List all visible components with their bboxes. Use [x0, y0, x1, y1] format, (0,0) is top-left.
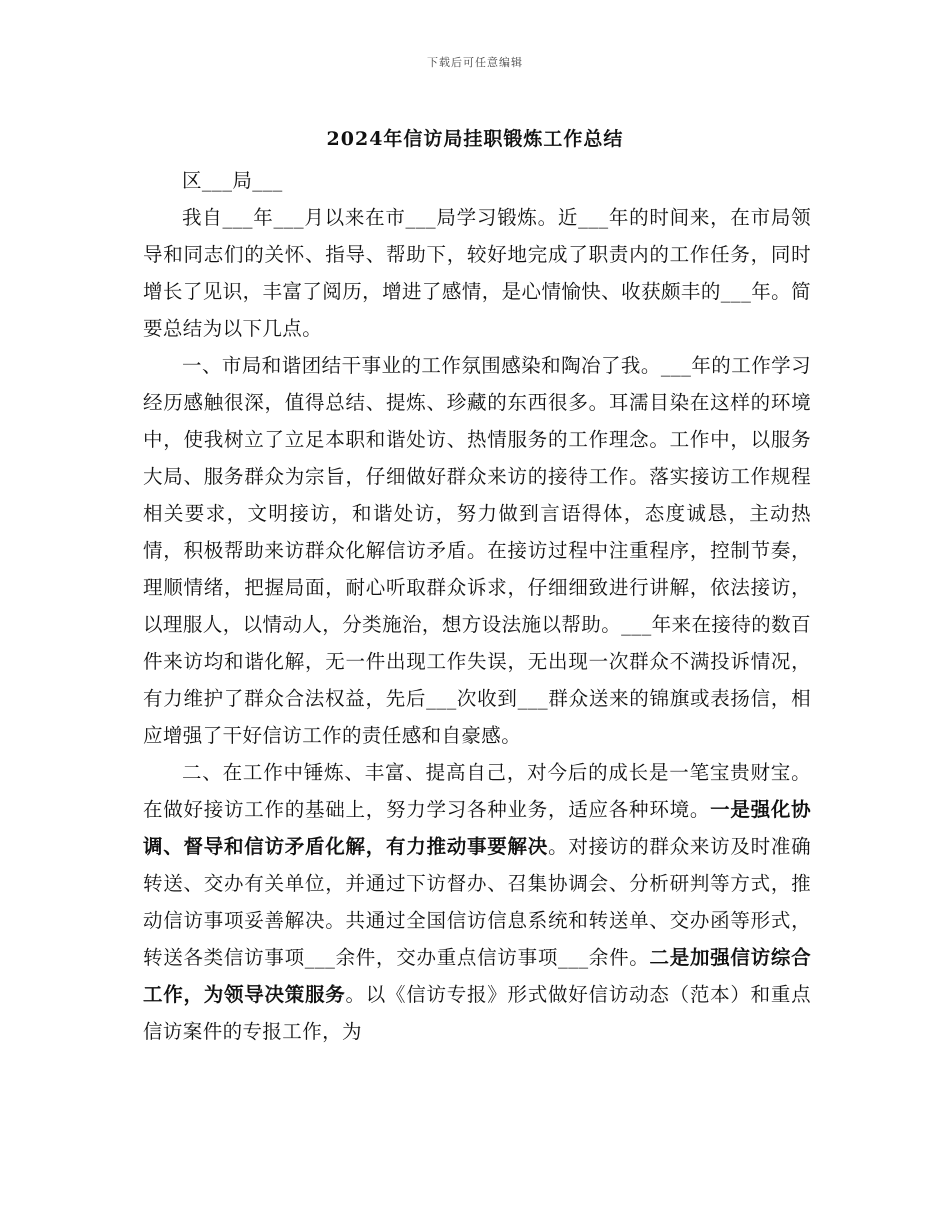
- paragraph-3: [143, 754, 811, 1050]
- paragraph-3-intro: 二、在工作中锤炼、丰富、提高自己，对今后的成长是一笔宝贵财宝。在做好接访工作的基础上，努力学习各种业务，适应各种环境。: [143, 761, 811, 821]
- paragraph-3-bold-point-2: 二是加强信访综合工作，为领导决策服务: [143, 946, 811, 1006]
- paragraph-3-text-2: 。以《信访专报》形式做好信访动态（范本）和重点信访案件的专报工作，为: [143, 983, 811, 1043]
- paragraph-3-bold-point-1: 一是强化协调、督导和信访矛盾化解，有力推动事要解决: [143, 798, 811, 858]
- paragraph-3-text-1: 。对接访的群众来访及时准确转送、交办有关单位，并通过下访督办、召集协调会、分析研判等方式，推动信访事项妥善解决。共通过全国信访信息系统和转送单、交办函等形式，转送各类信访事项___余件，交办重点信访事项___余件。: [143, 835, 811, 969]
- paragraph-2: 一、市局和谐团结干事业的工作氛围感染和陶冶了我。___年的工作学习经历感触很深，值得总结、提炼、珍藏的东西很多。耳濡目染在这样的环境中，使我树立了立足本职和谐处访、热情服务的工作理念。工作中，以服务大局、服务群众为宗旨，仔细做好群众来访的接待工作。落实接访工作规程相关要求，文明接访，和谐处访，努力做到言语得体，态度诚恳，主动热情，积极帮助来访群众化解信访矛盾。在接访过程中注重程序，控制节奏，理顺情绪，把握局面，耐心听取群众诉求，仔细细致进行讲解，依法接访，以理服人，以情动人，分类施治，想方设法施以帮助。___年来在接待的数百件来访均和谐化解，无一件出现工作失误，无出现一次群众不满投诉情况，有力维护了群众合法权益，先后___次收到___群众送来的锦旗或表扬信，相应增强了干好信访工作的责任感和自豪感。: [143, 354, 811, 747]
- document-body: [143, 162, 811, 1050]
- paragraph-1: 我自___年___月以来在市___局学习锻炼。近___年的时间来，在市局领导和同志们的关怀、指导、帮助下，较好地完成了职责内的工作任务，同时增长了见识，丰富了阅历，增进了感情，是心情愉快、收获颇丰的___年。简要总结为以下几点。: [143, 206, 811, 340]
- address-line: 区___局___: [182, 169, 283, 192]
- header-note: 下载后可任意编辑: [427, 56, 523, 69]
- document-title: 2024年信访局挂职锻炼工作总结: [326, 128, 624, 150]
